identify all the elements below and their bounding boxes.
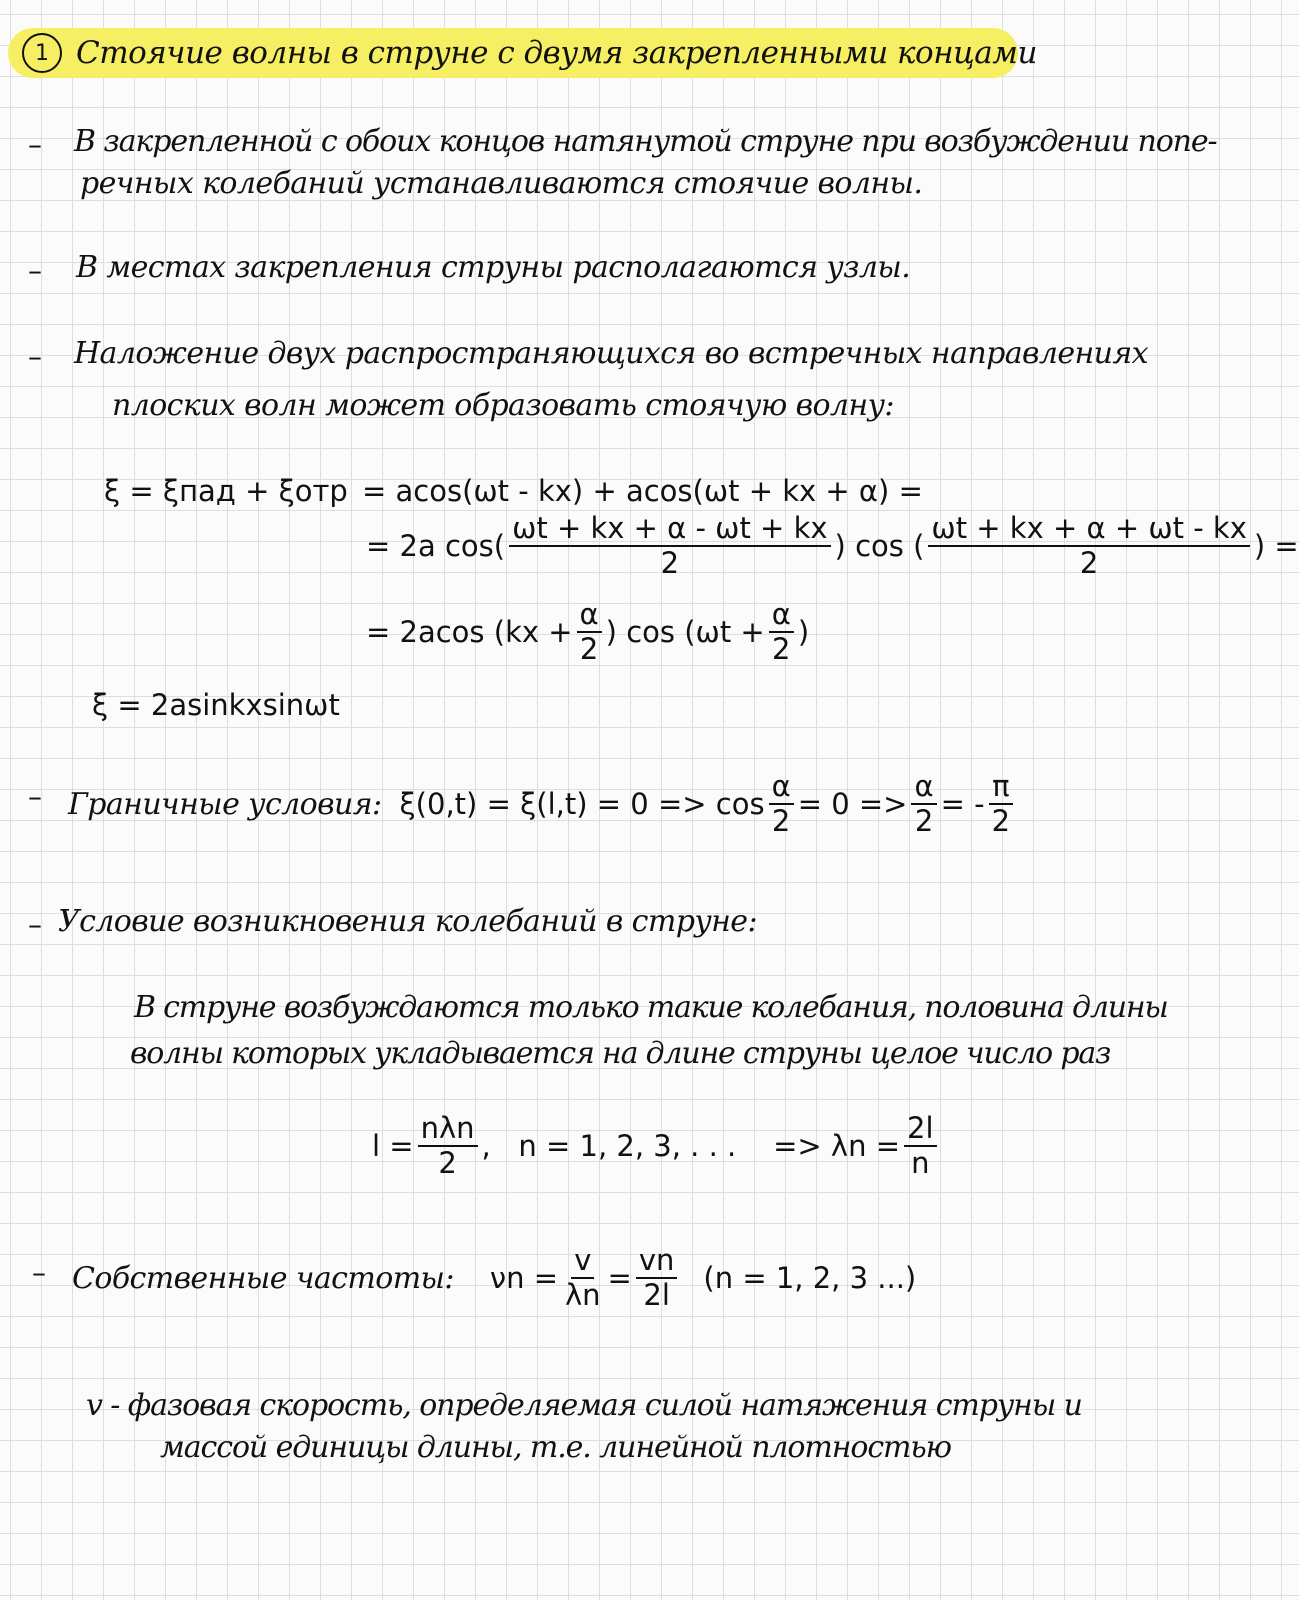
formula-prefix: l =	[372, 1129, 414, 1164]
bullet-dash: –	[28, 780, 42, 813]
page-title	[22, 32, 1037, 74]
fraction-denominator: 2	[660, 546, 680, 581]
title-text: Стоячие волны в струне с двумя закрепленными концами	[76, 35, 1037, 71]
frequency-equals: =	[607, 1261, 632, 1296]
fraction-numerator: nλn	[418, 1112, 478, 1147]
boundary-condition	[68, 770, 1017, 839]
point-3-line-2: плоских волн может образовать стоячую волну:	[112, 388, 894, 423]
bullet-dash: –	[28, 128, 42, 161]
fraction-denominator: 2	[771, 804, 791, 839]
frequency-note: (n = 1, 2, 3 ...)	[703, 1261, 917, 1296]
boundary-equals: = -	[940, 787, 985, 822]
frequencies-label: Собственные частоты:	[72, 1260, 454, 1296]
fraction-numerator: 2l	[904, 1112, 937, 1147]
fraction-numerator: α	[769, 770, 794, 805]
formula-middle: , n = 1, 2, 3, . . . => λn =	[481, 1129, 900, 1164]
row-2-prefix: = 2a cos(	[366, 529, 506, 564]
fraction-numerator: α	[769, 598, 794, 633]
fraction-numerator: ωt + kx + α - ωt + kx	[509, 512, 830, 547]
derivation-result: ξ = 2asinkxsinωt	[92, 688, 340, 722]
fraction-numerator: π	[989, 770, 1012, 805]
fraction-denominator: n	[911, 1146, 930, 1181]
fraction-denominator: 2	[772, 632, 791, 667]
footnote-line-1: v - фазовая скорость, определяемая силой натяжения струны и	[86, 1388, 1082, 1423]
point-1-line-1: В закрепленной с обоих концов натянутой струне при возбуждении попе-	[74, 124, 1217, 159]
condition-text-line-1: В струне возбуждаются только такие колебания, половина длины	[134, 990, 1168, 1025]
row-2-end: ) =	[1253, 529, 1299, 564]
fraction-denominator: 2	[1079, 546, 1099, 581]
row-3-end: )	[797, 615, 810, 650]
condition-label: Условие возникновения колебаний в струне:	[58, 904, 757, 939]
fraction-denominator: λn	[565, 1278, 601, 1313]
fraction-denominator: 2	[914, 804, 934, 839]
footnote-line-2: массой единицы длины, т.е. линейной плотностью	[160, 1430, 951, 1465]
row-3-prefix: = 2acos (kx +	[366, 615, 573, 650]
fraction-numerator: α	[911, 770, 936, 805]
derivation-row-3	[366, 598, 809, 667]
fraction	[509, 512, 830, 581]
fraction	[989, 770, 1013, 839]
row-3-middle: ) cos (ωt +	[605, 615, 765, 650]
point-2: В местах закрепления струны располагаются узлы.	[76, 250, 911, 285]
fraction-denominator: 2	[991, 804, 1011, 839]
frequency-prefix: νn =	[489, 1261, 558, 1296]
fraction	[911, 770, 936, 839]
fraction	[769, 770, 794, 839]
fraction-numerator: vn	[636, 1244, 678, 1279]
frequencies-row	[72, 1244, 916, 1313]
boundary-expression: ξ(0,t) = ξ(l,t) = 0 => cos	[399, 787, 765, 822]
fraction-denominator: 2	[438, 1146, 457, 1181]
fraction-denominator: 2	[579, 632, 599, 667]
point-1-line-2: речных колебаний устанавливаются стоячие волны.	[80, 166, 923, 201]
fraction	[418, 1112, 478, 1181]
bullet-dash: –	[28, 908, 42, 941]
bullet-dash: –	[32, 1256, 46, 1289]
fraction	[769, 598, 794, 667]
fraction	[928, 512, 1249, 581]
fraction	[636, 1244, 678, 1313]
row-2-middle: ) cos (	[834, 529, 925, 564]
fraction	[562, 1244, 604, 1313]
fraction	[904, 1112, 937, 1181]
bullet-dash: –	[28, 254, 42, 287]
fraction-numerator: v	[571, 1244, 594, 1279]
fraction	[577, 598, 602, 667]
condition-formula	[372, 1112, 941, 1181]
derivation-row-2	[366, 512, 1299, 581]
point-3-line-1: Наложение двух распространяющихся во встречных направлениях	[74, 336, 1148, 371]
derivation-row-1: = acos(ωt - kx) + acos(ωt + kx + α) =	[362, 474, 923, 508]
section-number: 1	[22, 33, 62, 73]
boundary-middle: = 0 =>	[797, 787, 908, 822]
fraction-numerator: ωt + kx + α + ωt - kx	[928, 512, 1249, 547]
derivation-lhs: ξ = ξпад + ξотр	[104, 474, 348, 508]
fraction-numerator: α	[577, 598, 602, 633]
boundary-label: Граничные условия:	[68, 786, 382, 822]
condition-text-line-2: волны которых укладывается на длине струны целое число раз	[130, 1036, 1111, 1071]
bullet-dash: –	[28, 340, 42, 373]
fraction-denominator: 2l	[643, 1278, 670, 1313]
